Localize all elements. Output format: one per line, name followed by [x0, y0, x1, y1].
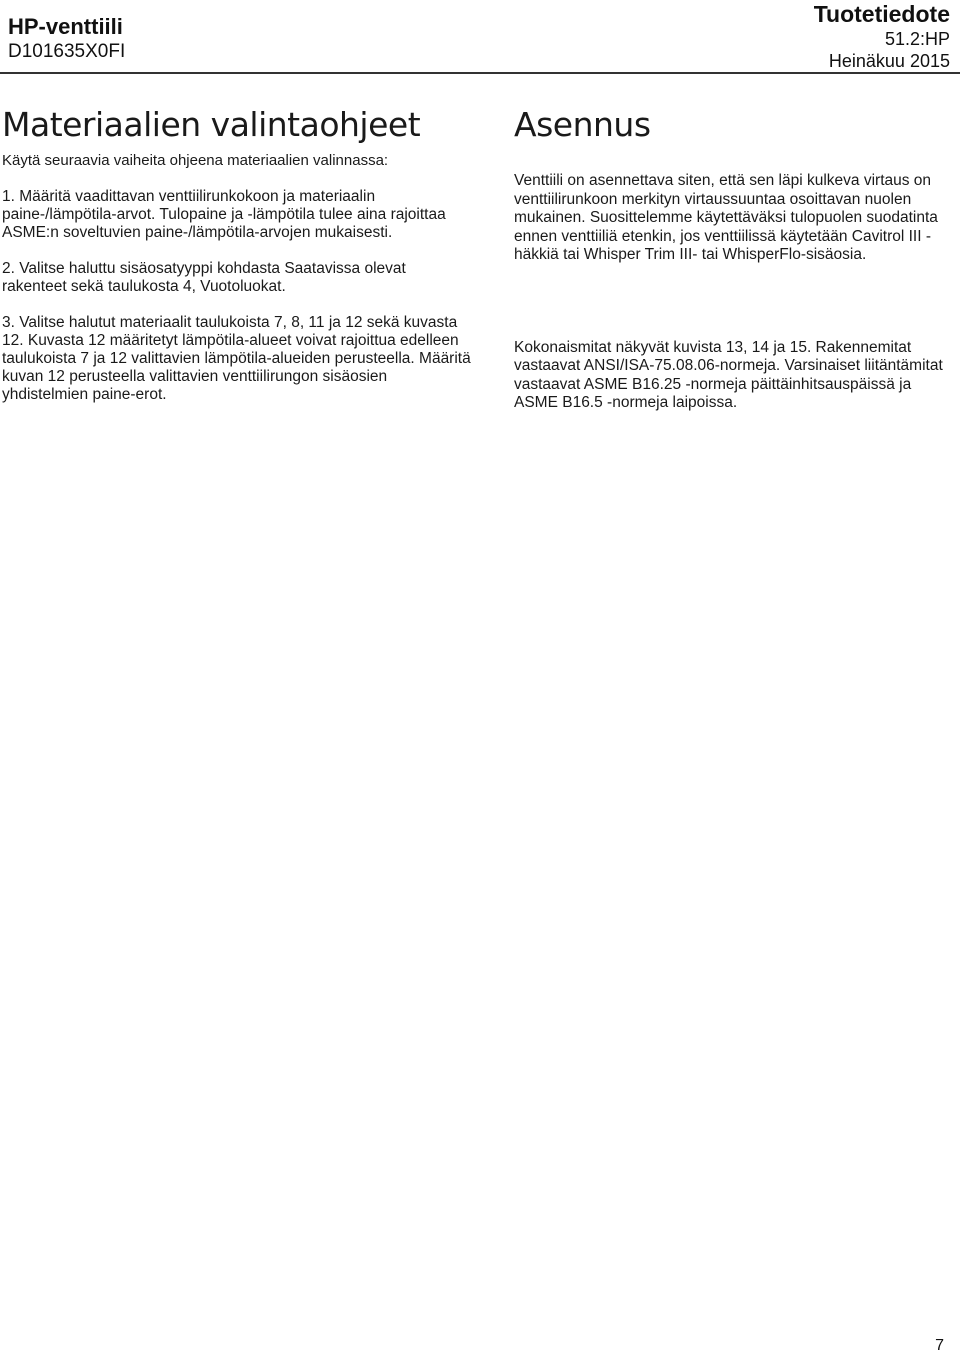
step-item: 2. Valitse haluttu sisäosatyyppi kohdasta Saatavissa olevat rakenteet sekä taulukosta 4, Vuotoluokat. — [2, 260, 406, 295]
page-number: 7 — [935, 1337, 944, 1354]
step-item: 3. Valitse halutut materiaalit taulukoista 7, 8, 11 ja 12 sekä kuvasta 12. Kuvasta 12 määritetyt lämpötila-alueet voivat rajoittua edelleen taulukoista 7 ja 12 valittavien lämpötila-alueiden perusteella. Määritä kuvan 12 perusteella valittavien venttiilirungon sisäosien yhdistelmien paine-erot. — [2, 314, 471, 403]
header-divider — [0, 72, 960, 74]
document-code: 51.2:HP — [884, 29, 950, 49]
document-date: Heinäkuu 2015 — [828, 51, 950, 71]
section-title-materials: Materiaalien valintaohjeet — [2, 105, 421, 144]
material-selection-section — [2, 104, 472, 404]
step-item: 1. Määritä vaadittavan venttiilirunkokoon ja materiaalin paine-/lämpötila-arvot. Tulopaine ja -lämpötila tulee aina rajoittaa ASME:n soveltuvien paine-/lämpötila-arvojen mukaisesti. — [2, 188, 446, 241]
installation-section — [514, 104, 954, 413]
header-right — [814, 0, 950, 72]
section-title-installation: Asennus — [514, 105, 651, 144]
installation-paragraph: Venttiili on asennettava siten, että sen läpi kulkeva virtaus on venttiilirunkoon merkityn virtaussuuntaa osoittavan nuolen mukainen. Suosittelemme käytettäväksi tulopuolen suodatinta ennen venttiiliä etenkin, jos venttiilissä käytetään Cavitrol III -häkkiä tai Whisper Trim III- tai WhisperFlo-sisäosia. — [514, 172, 938, 263]
header-left — [8, 14, 125, 63]
document-type: Tuotetiedote — [813, 1, 950, 27]
document-number: D101635X0FI — [8, 41, 126, 62]
intro-text: Käytä seuraavia vaiheita ohjeena materiaalien valinnassa: — [2, 152, 389, 169]
product-name: HP-venttiili — [8, 14, 123, 39]
dimensions-paragraph: Kokonaismitat näkyvät kuvista 13, 14 ja 15. Rakennemitat vastaavat ANSI/ISA-75.08.06-normeja. Varsinaiset liitäntämitat vastaavat ASME B16.25 -normeja päittäinhitsauspäissä ja ASME B16.5 -normeja laipoissa. — [514, 338, 943, 411]
